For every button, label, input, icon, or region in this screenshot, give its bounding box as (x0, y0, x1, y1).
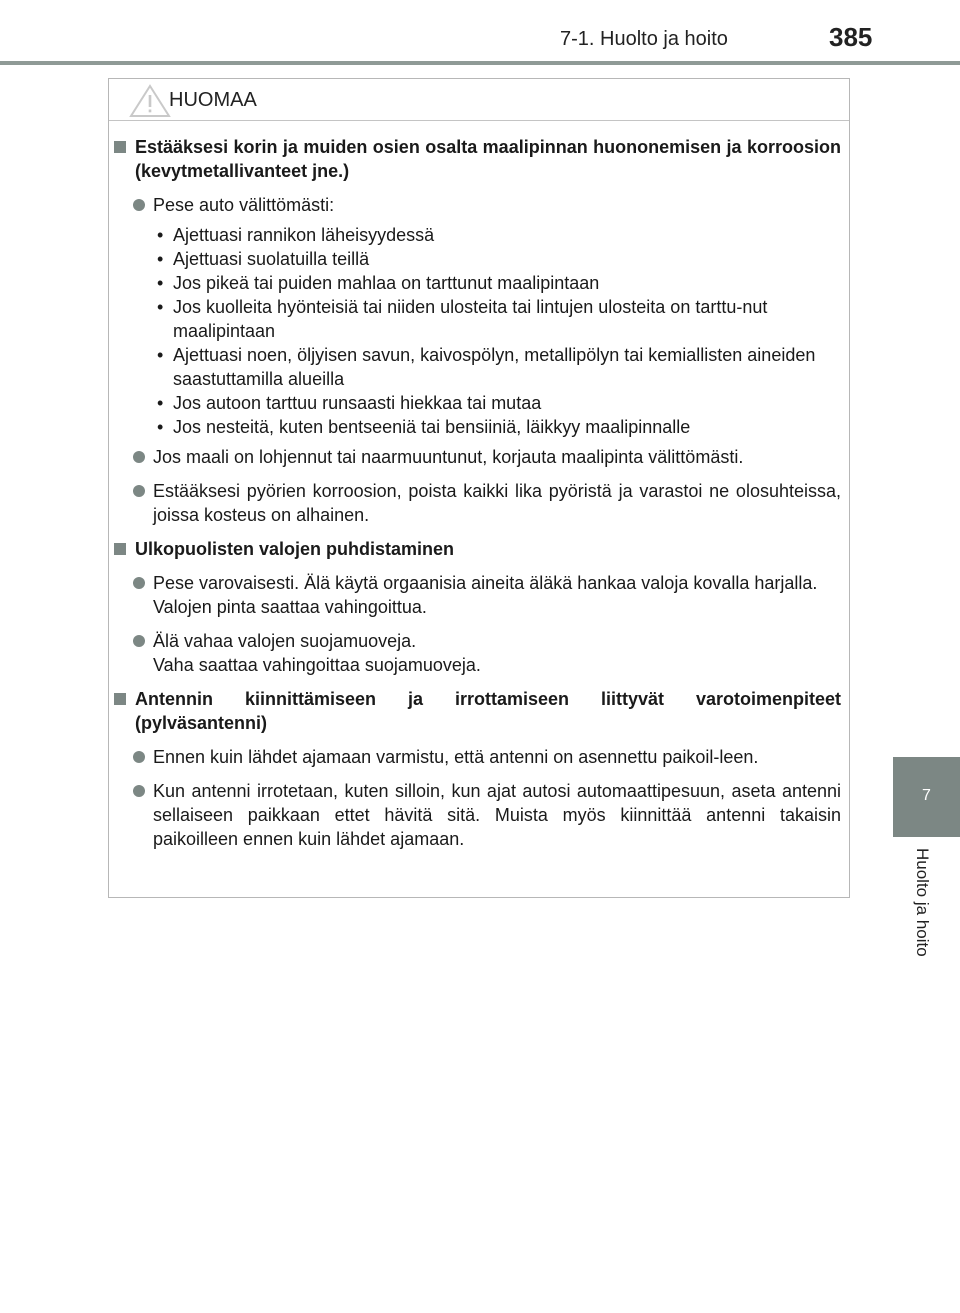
warning-triangle-icon (129, 84, 171, 118)
circle-bullet-icon (133, 785, 145, 797)
list-item: Estääksesi pyörien korroosion, poista kaikki lika pyöristä ja varastoi ne olosuhteissa, joissa kosteus on alhainen. (109, 479, 849, 527)
caution-box (108, 78, 850, 898)
section-heading: Antennin kiinnittämiseen ja irrottamiseen liittyvät varotoimenpiteet (pylväsantenni) (109, 687, 849, 735)
list-item: Ennen kuin lähdet ajamaan varmistu, että antenni on asennettu paikoil-leen. (109, 745, 849, 769)
list-item: Kun antenni irrotetaan, kuten silloin, kun ajat autosi automaattipesuun, aseta antenni sellaiseen paikkaan ettet hävitä sitä. Muista myös kiinnittää antenni takaisin paikoilleen ennen kuin lähdet ajamaan. (109, 779, 849, 851)
square-bullet-icon (114, 693, 126, 705)
list-item: Pese auto välittömästi: (109, 193, 849, 217)
header-rule (0, 61, 960, 65)
sub-list-item: • Jos autoon tarttuu runsaasti hiekkaa tai mutaa (157, 393, 542, 413)
sub-list-item: • Ajettuasi rannikon läheisyydessä (157, 225, 435, 245)
section-heading: Estääksesi korin ja muiden osien osalta maalipinnan huononemisen ja korroosion (kevytmetallivanteet jne.) (109, 135, 849, 183)
circle-bullet-icon (133, 577, 145, 589)
sub-list-item: • Ajettuasi suolatuilla teillä (157, 249, 370, 269)
section-title: 7-1. Huolto ja hoito (560, 28, 728, 50)
circle-bullet-icon (133, 635, 145, 647)
caution-content (109, 135, 849, 861)
sub-list-item: • Jos nesteitä, kuten bentseeniä tai bensiiniä, läikkyy maalipinnalle (157, 417, 691, 437)
square-bullet-icon (114, 543, 126, 555)
list-item: Älä vahaa valojen suojamuoveja. Vaha saattaa vahingoittaa suojamuoveja. (109, 629, 849, 677)
section-heading: Ulkopuolisten valojen puhdistaminen (109, 537, 849, 561)
chapter-label-text: Huolto ja hoito (913, 848, 932, 957)
circle-bullet-icon (133, 199, 145, 211)
circle-bullet-icon (133, 451, 145, 463)
chapter-label (900, 848, 940, 978)
sub-list (109, 223, 849, 439)
circle-bullet-icon (133, 751, 145, 763)
square-bullet-icon (114, 141, 126, 153)
caution-header (109, 79, 849, 121)
list-item: Pese varovaisesti. Älä käytä orgaanisia aineita äläkä hankaa valoja kovalla harjalla. Valojen pinta saattaa vahingoittua. (109, 571, 849, 619)
page-number: 385 (829, 22, 873, 52)
chapter-tab[interactable]: 7 (893, 757, 960, 837)
circle-bullet-icon (133, 485, 145, 497)
sub-list-item: • Ajettuasi noen, öljyisen savun, kaivospölyn, metallipölyn tai kemiallisten aineiden saastuttamilla alueilla (157, 345, 816, 389)
caution-title: HUOMAA (169, 89, 257, 111)
sub-list-item: • Jos pikeä tai puiden mahlaa on tarttunut maalipintaan (157, 273, 600, 293)
sub-list-item: • Jos kuolleita hyönteisiä tai niiden ulosteita tai lintujen ulosteita on tarttu-nut maalipintaan (157, 297, 768, 341)
list-item: Jos maali on lohjennut tai naarmuuntunut, korjauta maalipinta välittömästi. (109, 445, 849, 469)
